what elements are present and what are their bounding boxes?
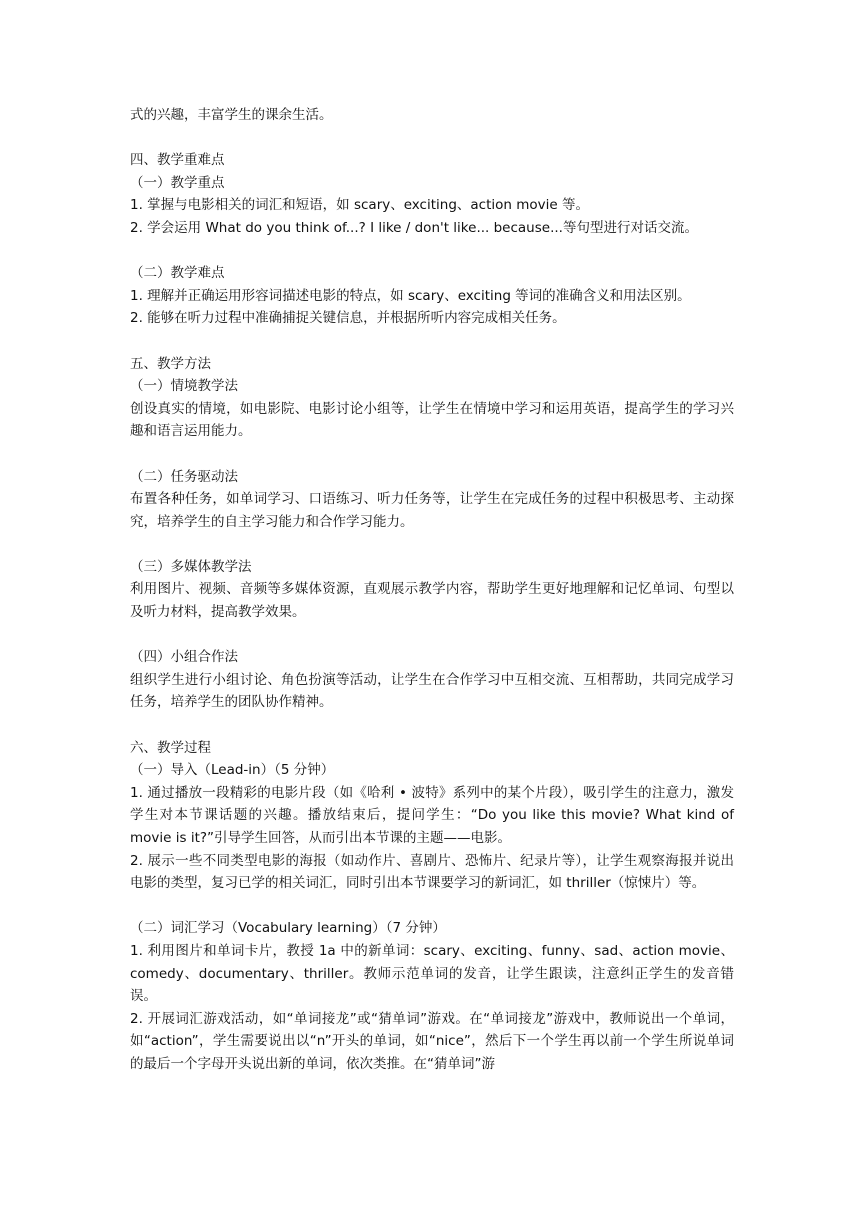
spacer <box>130 443 734 466</box>
method-2-title: （二）任务驱动法 <box>130 468 238 485</box>
key-point-1: 1. 掌握与电影相关的词汇和短语，如 scary、exciting、action movie 等。 <box>130 197 589 214</box>
method-4-text: 组织学生进行小组讨论、角色扮演等活动，让学生在合作学习中互相交流、互相帮助，共同完成学习任务，培养学生的团队协作精神。 <box>130 671 734 711</box>
lead-in-step-1: 1. 通过播放一段精彩的电影片段（如《哈利 • 波特》系列中的某个片段），吸引学生的注意力，激发学生对本节课话题的兴趣。播放结束后，提问学生：“Do you like this movie? What kind of movie is it?”引导学生回答，从而引出本节课的主题——电影。 <box>130 784 734 846</box>
lead-in-title: （一）导入（Lead-in）（5 分钟） <box>130 762 335 779</box>
document-page <box>130 104 734 1076</box>
method-3-text: 利用图片、视频、音频等多媒体资源，直观展示教学内容，帮助学生更好地理解和记忆单词、句型以及听力材料，提高教学效果。 <box>130 581 734 621</box>
method-3-title: （三）多媒体教学法 <box>130 558 252 575</box>
section-5-heading: 五、教学方法 <box>130 355 211 372</box>
vocabulary-step-1: 1. 利用图片和单词卡片，教授 1a 中的新单词：scary、exciting、funny、sad、action movie、comedy、documentary、thriller。教师示范单词的发音，让学生跟读，注意纠正学生的发音错误。 <box>130 942 734 1005</box>
difficult-points-subheading: （二）教学难点 <box>130 265 225 282</box>
method-1-title: （一）情境教学法 <box>130 378 238 395</box>
lead-in-step-2: 2. 展示一些不同类型电影的海报（如动作片、喜剧片、恐怖片、纪录片等），让学生观察海报并说出电影的类型，复习已学的相关词汇，同时引出本节课要学习的新词汇，如 thriller（惊悚片）等。 <box>130 852 734 892</box>
section-6-heading: 六、教学过程 <box>130 739 211 756</box>
method-2-text: 布置各种任务，如单词学习、口语练习、听力任务等，让学生在完成任务的过程中积极思考、主动探究，培养学生的自主学习能力和合作学习能力。 <box>130 491 734 530</box>
spacer <box>130 533 734 556</box>
spacer <box>130 895 734 918</box>
spacer <box>130 127 734 150</box>
spacer <box>130 624 734 647</box>
difficult-point-1: 1. 理解并正确运用形容词描述电影的特点，如 scary、exciting 等词的准确含义和用法区别。 <box>130 287 691 304</box>
intro-tail-text: 式的兴趣，丰富学生的课余生活。 <box>130 107 333 123</box>
method-1-text: 创设真实的情境，如电影院、电影讨论小组等，让学生在情境中学习和运用英语，提高学生的学习兴趣和语言运用能力。 <box>130 400 734 440</box>
section-4-heading: 四、教学重难点 <box>130 152 225 169</box>
vocabulary-title: （二）词汇学习（Vocabulary learning）（7 分钟） <box>130 920 446 937</box>
spacer <box>130 330 734 353</box>
key-point-2: 2. 学会运用 What do you think of...? I like / don't like... because...等句型进行对话交流。 <box>130 219 698 236</box>
vocabulary-step-2: 2. 开展词汇游戏活动，如“单词接龙”或“猜单词”游戏。在“单词接龙”游戏中，教师说出一个单词，如“action”，学生需要说出以“n”开头的单词，如“nice”，然后下一个学生再以前一个学生所说单词的最后一个字母开头说出新的单词，依次类推。在“猜单词”游 <box>130 1010 734 1072</box>
spacer <box>130 714 734 737</box>
difficult-point-2: 2. 能够在听力过程中准确捕捉关键信息，并根据所听内容完成相关任务。 <box>130 310 566 327</box>
key-points-subheading: （一）教学重点 <box>130 174 225 191</box>
spacer <box>130 240 734 263</box>
method-4-title: （四）小组合作法 <box>130 649 238 666</box>
